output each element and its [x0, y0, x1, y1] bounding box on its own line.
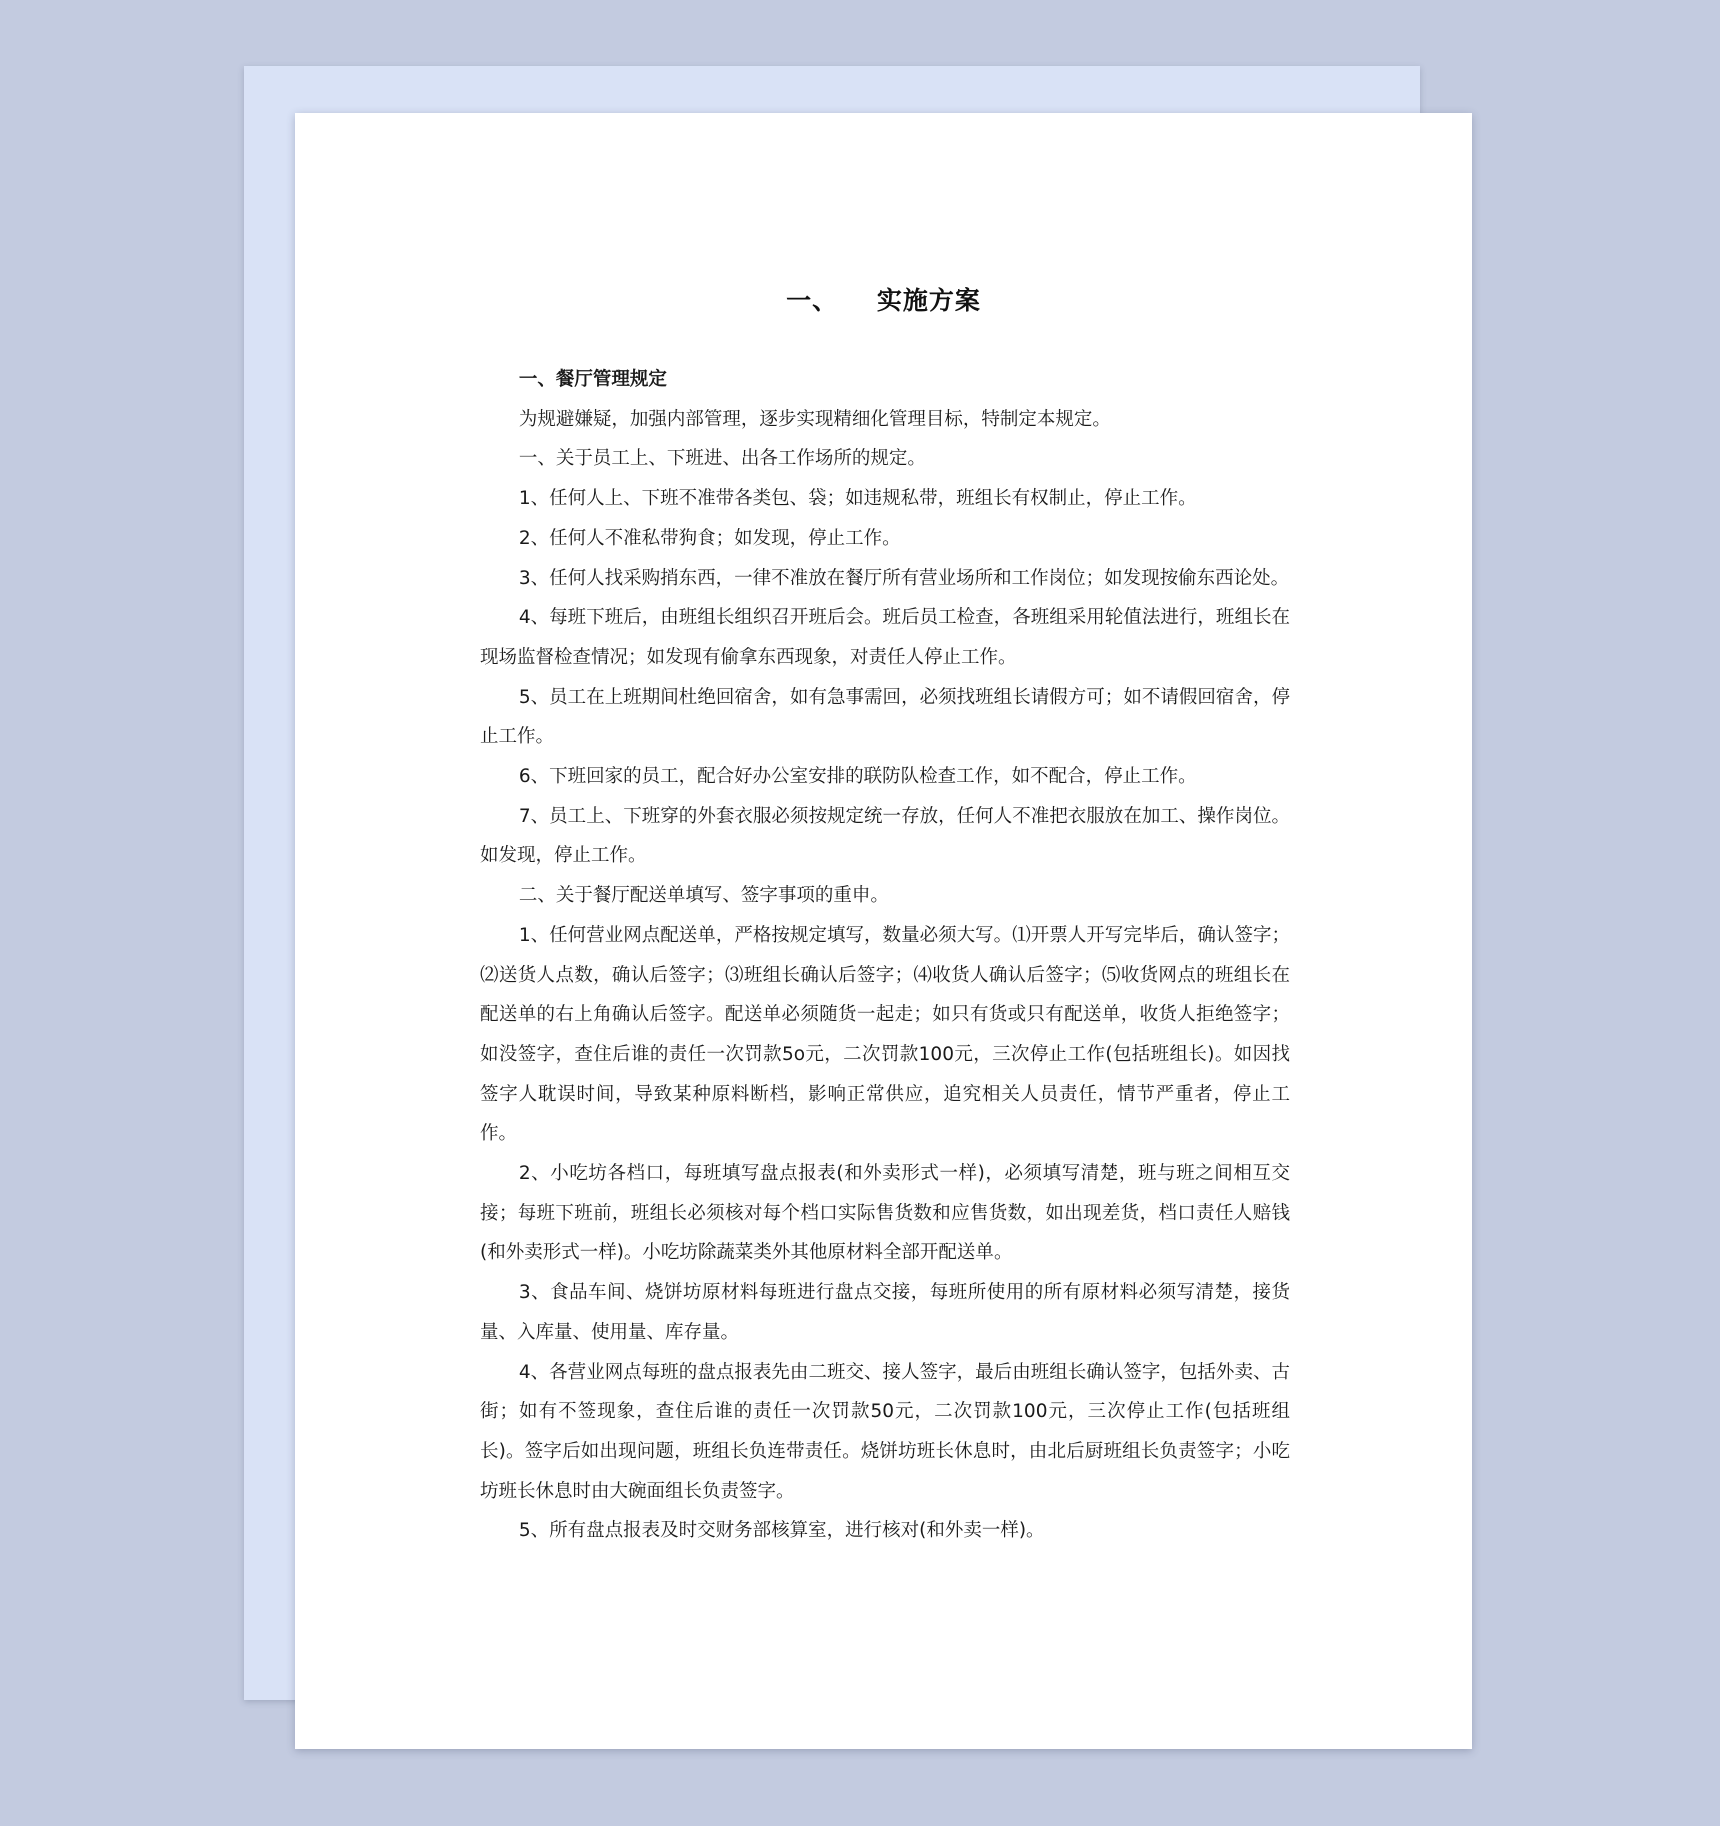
- document-body: [480, 360, 1290, 1551]
- document-paragraph: 1、任何人上、下班不准带各类包、袋；如违规私带，班组长有权制止，停止工作。: [518, 488, 1197, 510]
- document-title: 一、 实施方案: [786, 286, 981, 315]
- document-paragraph: 6、下班回家的员工，配合好办公室安排的联防队检查工作，如不配合，停止工作。: [518, 766, 1197, 788]
- document-paragraph: 一、餐厅管理规定: [518, 369, 667, 390]
- document-paragraph: 1、任何营业网点配送单，严格按规定填写，数量必须大写。⑴开票人开写完毕后，确认签字；⑵送货人点数，确认后签字；⑶班组长确认后签字；⑷收货人确认后签字；⑸收货网点的班组长在配送单的右上角确认后签字。配送单必须随货一起走；如只有货或只有配送单，收货人拒绝签字；如没签字，查住后谁的责任一次罚款5o元，二次罚款100元，三次停止工作(包括班组长)。如因找签字人耽误时间，导致某种原料断档，影响正常供应，追究相关人员责任，情节严重者，停止工作。: [480, 924, 1290, 1145]
- document-paragraph: 2、小吃坊各档口，每班填写盘点报表(和外卖形式一样)，必须填写清楚，班与班之间相互交接；每班下班前，班组长必须核对每个档口实际售货数和应售货数，如出现差货，档口责任人赔钱(和外卖形式一样)。小吃坊除蔬菜类外其他原材料全部开配送单。: [480, 1163, 1290, 1264]
- document-paragraph: 5、所有盘点报表及时交财务部核算室，进行核对(和外卖一样)。: [518, 1520, 1045, 1542]
- document-paragraph: 4、每班下班后，由班组长组织召开班后会。班后员工检查，各班组采用轮值法进行，班组长在现场监督检查情况；如发现有偷拿东西现象，对责任人停止工作。: [480, 607, 1290, 668]
- document-paragraph: 二、关于餐厅配送单填写、签字事项的重申。: [518, 885, 889, 907]
- document-paragraph: 2、任何人不准私带狗食；如发现，停止工作。: [518, 527, 901, 549]
- document-paragraph: 3、任何人找采购捎东西，一律不准放在餐厅所有营业场所和工作岗位；如发现按偷东西论处。: [518, 567, 1290, 589]
- document-paragraph: 4、各营业网点每班的盘点报表先由二班交、接人签字，最后由班组长确认签字，包括外卖、古街；如有不签现象，查住后谁的责任一次罚款50元，二次罚款100元，三次停止工作(包括班组长)。签字后如出现问题，班组长负连带责任。烧饼坊班长休息时，由北后厨班组长负责签字；小吃坊班长休息时由大碗面组长负责签字。: [480, 1361, 1290, 1502]
- document-paragraph: 5、员工在上班期间杜绝回宿舍，如有急事需回，必须找班组长请假方可；如不请假回宿舍，停止工作。: [480, 686, 1290, 748]
- document-paragraph: 一、关于员工上、下班进、出各工作场所的规定。: [518, 448, 926, 470]
- document-page: [295, 113, 1472, 1749]
- document-paragraph: 7、员工上、下班穿的外套衣服必须按规定统一存放，任何人不准把衣服放在加工、操作岗位。如发现，停止工作。: [480, 805, 1290, 867]
- document-paragraph: 3、食品车间、烧饼坊原材料每班进行盘点交接，每班所使用的所有原材料必须写清楚，接货量、入库量、使用量、库存量。: [480, 1282, 1290, 1343]
- document-paragraph: 为规避嫌疑，加强内部管理，逐步实现精细化管理目标，特制定本规定。: [518, 408, 1111, 430]
